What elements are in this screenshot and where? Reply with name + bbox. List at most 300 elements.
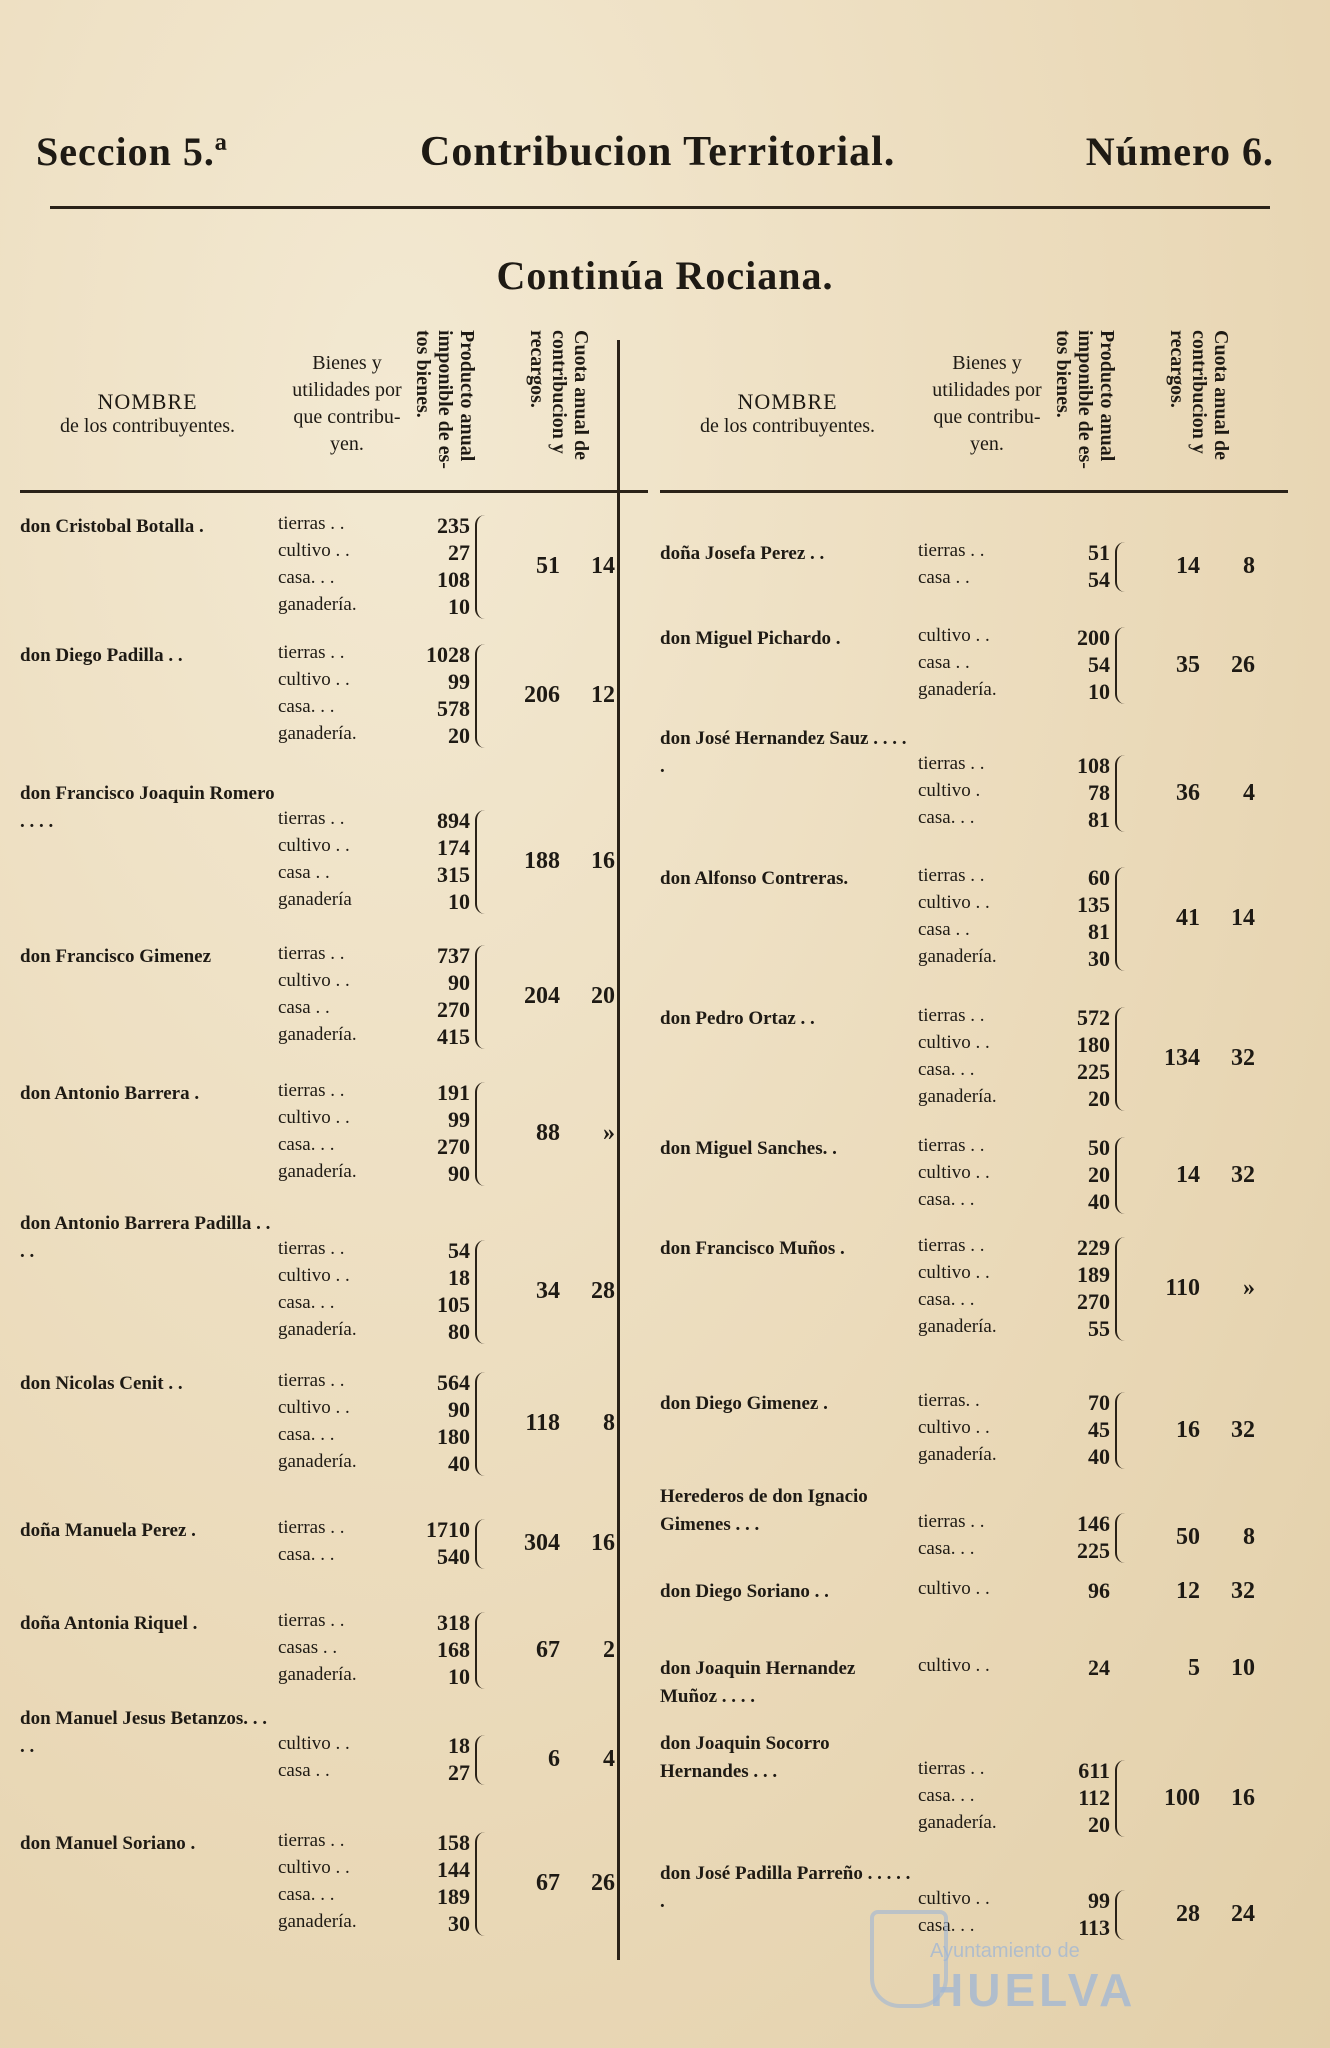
product-value: 611 xyxy=(1078,1758,1110,1783)
product-value: 225 xyxy=(1077,1059,1110,1084)
product-values xyxy=(1040,1888,1110,1942)
product-value: 225 xyxy=(1077,1538,1110,1563)
property-list xyxy=(278,943,418,1051)
contributor-name: don Diego Padilla . . xyxy=(20,645,183,666)
product-value: 174 xyxy=(437,835,470,860)
annual-quota xyxy=(490,1637,630,1664)
quota-fraction: 28 xyxy=(591,1278,615,1304)
contributor-entry xyxy=(660,1005,1288,1113)
product-values xyxy=(400,1517,470,1571)
contributor-name: don Diego Gimenez . xyxy=(660,1393,828,1414)
product-value: 894 xyxy=(437,808,470,833)
product-value: 78 xyxy=(1088,780,1110,805)
property-type: tierras . . xyxy=(278,1238,345,1259)
product-value: 415 xyxy=(437,1024,470,1049)
property-type: casa. . . xyxy=(918,1538,975,1559)
property-type: tierras . . xyxy=(278,943,345,964)
contributor-entry xyxy=(660,1483,1288,1565)
product-value: 81 xyxy=(1088,807,1110,832)
brace xyxy=(475,515,491,619)
annual-quota xyxy=(490,1410,630,1437)
property-type: casa. . . xyxy=(918,1189,975,1210)
product-value: 270 xyxy=(437,1134,470,1159)
product-value: 20 xyxy=(1088,1162,1110,1187)
property-list xyxy=(918,540,1058,594)
quota-fraction: 16 xyxy=(1231,1784,1255,1811)
page-title: Contribucion Territorial. xyxy=(420,129,896,175)
quota-amount: 206 xyxy=(524,682,560,708)
annual-quota xyxy=(490,682,630,709)
property-type: cultivo . . xyxy=(278,1107,350,1128)
quota-amount: 16 xyxy=(1176,1416,1200,1443)
contributor-entry xyxy=(20,780,648,916)
header-cuota: Cuota anual de contribucion y recargos. xyxy=(1166,330,1232,461)
property-type: cultivo . . xyxy=(278,1857,350,1878)
product-value: 27 xyxy=(448,540,470,565)
annual-quota xyxy=(1130,1578,1270,1605)
product-value: 20 xyxy=(1088,1812,1110,1837)
product-value: 50 xyxy=(1088,1135,1110,1160)
contributor-name: don Nicolas Cenit . . xyxy=(20,1373,183,1394)
property-list xyxy=(918,1235,1058,1343)
header-name xyxy=(20,390,275,438)
product-value: 189 xyxy=(437,1884,470,1909)
quota-amount: 35 xyxy=(1176,651,1200,678)
product-value: 30 xyxy=(1088,946,1110,971)
product-value: 27 xyxy=(448,1760,470,1785)
contributor-name: don Diego Soriano . . xyxy=(660,1581,829,1602)
property-list xyxy=(918,865,1058,973)
header-name-title: NOMBRE xyxy=(737,389,838,414)
product-value: 90 xyxy=(448,1397,470,1422)
product-value: 1028 xyxy=(426,642,470,667)
property-type: casas . . xyxy=(278,1637,338,1658)
product-value: 540 xyxy=(437,1544,470,1569)
annual-quota xyxy=(1130,652,1270,679)
contributor-entry xyxy=(660,1654,1288,1707)
quota-amount: 118 xyxy=(525,1410,560,1436)
property-type: casa . . xyxy=(278,862,330,883)
quota-fraction: 10 xyxy=(1231,1654,1255,1681)
property-type: ganadería. xyxy=(918,1444,997,1465)
product-value: 578 xyxy=(437,696,470,721)
annual-quota xyxy=(1130,1785,1270,1812)
property-type: casa . . xyxy=(278,1760,330,1781)
contributor-name: doña Manuela Perez . xyxy=(20,1520,196,1541)
quota-fraction: 8 xyxy=(1243,1524,1255,1550)
property-list xyxy=(278,1238,418,1346)
property-list xyxy=(278,1610,418,1691)
product-value: 40 xyxy=(1088,1444,1110,1469)
annual-quota xyxy=(1130,780,1270,807)
product-value: 70 xyxy=(1088,1390,1110,1415)
product-values xyxy=(1040,1235,1110,1343)
property-list xyxy=(918,753,1058,834)
header-name-sub: de los contribuyentes. xyxy=(60,415,235,437)
property-type: cultivo . . xyxy=(278,835,350,856)
property-type: tierras. . xyxy=(918,1390,980,1411)
quota-fraction: 14 xyxy=(1231,905,1255,931)
brace xyxy=(1115,1137,1131,1214)
property-list xyxy=(918,1758,1058,1839)
product-value: 108 xyxy=(1077,753,1110,778)
contributor-name: don José Padilla Parreño . . . . . . xyxy=(660,1863,911,1912)
property-list xyxy=(918,1655,1058,1682)
property-type: tierras . . xyxy=(918,1235,985,1256)
contributor-entry xyxy=(20,1517,648,1571)
quota-amount: 88 xyxy=(536,1120,560,1146)
property-type: ganadería. xyxy=(918,679,997,700)
annual-quota xyxy=(1130,1162,1270,1189)
quota-fraction: 2 xyxy=(603,1636,615,1663)
product-value: 10 xyxy=(448,889,470,914)
property-list xyxy=(918,1390,1058,1471)
quota-amount: 204 xyxy=(524,983,560,1009)
contributor-name: don Alfonso Contreras. xyxy=(660,868,849,889)
quota-fraction: 26 xyxy=(1231,651,1255,678)
product-value: 105 xyxy=(437,1292,470,1317)
property-type: ganadería. xyxy=(278,723,357,744)
property-type: tierras . . xyxy=(918,865,985,886)
property-type: cultivo . . xyxy=(918,1888,990,1909)
product-value: 168 xyxy=(437,1637,470,1662)
brace xyxy=(1115,1513,1131,1563)
quota-amount: 14 xyxy=(1176,553,1200,579)
quota-amount: 304 xyxy=(524,1530,560,1556)
product-value: 270 xyxy=(437,997,470,1022)
property-type: tierras . . xyxy=(918,1005,985,1026)
product-value: 112 xyxy=(1078,1785,1110,1810)
contributor-entry xyxy=(20,1705,648,1787)
contributor-entry xyxy=(660,1235,1288,1343)
property-type: tierras . . xyxy=(918,1135,985,1156)
contributor-entry xyxy=(20,1610,648,1691)
property-type: tierras . . xyxy=(278,1610,345,1631)
product-values xyxy=(1040,1390,1110,1471)
product-value: 229 xyxy=(1077,1235,1110,1260)
property-list xyxy=(278,1830,418,1938)
brace xyxy=(475,1372,491,1476)
quota-amount: 36 xyxy=(1176,779,1200,806)
contributor-entry xyxy=(20,1080,648,1188)
property-type: cultivo . . xyxy=(918,892,990,913)
brace xyxy=(475,1519,491,1569)
product-value: 55 xyxy=(1088,1316,1110,1341)
left-column xyxy=(20,320,648,1980)
product-values xyxy=(1040,865,1110,973)
annual-quota xyxy=(490,553,630,580)
property-type: cultivo . . xyxy=(278,1265,350,1286)
quota-amount: 50 xyxy=(1176,1524,1200,1550)
property-type: cultivo . . xyxy=(918,1417,990,1438)
quota-fraction: 24 xyxy=(1231,1901,1255,1927)
product-value: 54 xyxy=(448,1238,470,1263)
quota-amount: 134 xyxy=(1164,1045,1200,1071)
property-type: casa. . . xyxy=(278,1424,335,1445)
property-type: cultivo . . xyxy=(918,1032,990,1053)
quota-amount: 188 xyxy=(524,848,560,874)
annual-quota xyxy=(490,1278,630,1305)
annual-quota xyxy=(1130,1524,1270,1551)
product-value: 191 xyxy=(437,1080,470,1105)
page-number: Número 6. xyxy=(1085,129,1274,174)
property-type: casa. . . xyxy=(278,1544,335,1565)
annual-quota xyxy=(490,983,630,1010)
property-type: ganadería. xyxy=(918,946,997,967)
property-type: ganadería. xyxy=(918,1812,997,1833)
column-headers xyxy=(660,320,1288,493)
quota-fraction: 32 xyxy=(1231,1416,1255,1443)
product-value: 315 xyxy=(437,862,470,887)
annual-quota xyxy=(490,1746,630,1773)
product-value: 90 xyxy=(448,1161,470,1186)
property-list xyxy=(278,1370,418,1478)
brace xyxy=(475,644,491,748)
contributor-entry xyxy=(20,943,648,1051)
contributor-name: don Miguel Pichardo . xyxy=(660,628,841,649)
annual-quota xyxy=(490,848,630,875)
product-values xyxy=(1040,1578,1110,1605)
contributor-entry xyxy=(660,1860,1288,1942)
property-type: cultivo . . xyxy=(918,1655,990,1676)
property-list xyxy=(918,1511,1058,1565)
contributor-name: don Joaquin Hernandez Muñoz . . . . xyxy=(660,1658,856,1707)
header-producto: Producto anual imponible de es-tos bienes. xyxy=(1052,330,1118,469)
product-value: 20 xyxy=(448,723,470,748)
quota-amount: 6 xyxy=(548,1746,560,1772)
quota-fraction: 4 xyxy=(603,1746,615,1772)
property-type: tierras . . xyxy=(278,808,345,829)
brace xyxy=(1115,1890,1131,1940)
contributor-entry xyxy=(20,1830,648,1938)
product-values xyxy=(400,808,470,916)
watermark xyxy=(930,1940,1136,2017)
subtitle: Continúa Rociana. xyxy=(496,253,834,298)
property-type: casa . . xyxy=(918,567,970,588)
product-values xyxy=(1040,1511,1110,1565)
quota-fraction: 8 xyxy=(1243,553,1255,579)
property-type: tierras . . xyxy=(918,540,985,561)
product-values xyxy=(400,943,470,1051)
brace xyxy=(475,945,491,1049)
product-value: 81 xyxy=(1088,919,1110,944)
product-value: 10 xyxy=(448,594,470,619)
property-list xyxy=(278,513,418,621)
product-value: 270 xyxy=(1077,1289,1110,1314)
product-value: 99 xyxy=(1088,1888,1110,1913)
property-type: ganadería. xyxy=(278,1161,357,1182)
property-type: cultivo . . xyxy=(278,1733,350,1754)
contributor-name: don José Hernandez Sauz . . . . . xyxy=(660,728,907,777)
contributor-entry xyxy=(660,1390,1288,1471)
quota-fraction: 32 xyxy=(1231,1161,1255,1188)
quota-amount: 67 xyxy=(536,1870,560,1896)
property-type: ganadería. xyxy=(278,1664,357,1685)
quota-fraction: 12 xyxy=(591,682,615,708)
product-value: 572 xyxy=(1077,1005,1110,1030)
product-value: 10 xyxy=(448,1664,470,1689)
property-type: casa. . . xyxy=(278,1884,335,1905)
product-value: 24 xyxy=(1088,1655,1110,1680)
header-bienes: Bienes y utilidades por que contribu-yen. xyxy=(932,352,1042,455)
contributor-name: don Francisco Muños . xyxy=(660,1238,845,1259)
property-type: ganadería xyxy=(278,889,352,910)
contributor-entry xyxy=(660,1730,1288,1839)
property-type: cultivo . . xyxy=(918,1578,990,1599)
product-value: 60 xyxy=(1088,865,1110,890)
product-value: 318 xyxy=(437,1610,470,1635)
property-type: ganadería. xyxy=(918,1316,997,1337)
property-type: tierras . . xyxy=(918,753,985,774)
quota-fraction: 32 xyxy=(1231,1045,1255,1071)
property-type: casa . . xyxy=(918,652,970,673)
contributor-entry xyxy=(660,1578,1288,1605)
quota-fraction: 20 xyxy=(591,983,615,1009)
product-value: 180 xyxy=(437,1424,470,1449)
contributor-name: don Antonio Barrera . xyxy=(20,1083,200,1104)
property-type: tierras . . xyxy=(278,1830,345,1851)
header-cuota: Cuota anual de contribucion y recargos. xyxy=(526,330,592,461)
contributor-entry xyxy=(20,1370,648,1478)
product-value: 564 xyxy=(437,1370,470,1395)
contributor-name: don Miguel Sanches. . xyxy=(660,1138,837,1159)
contributor-name: don Francisco Gimenez xyxy=(20,946,212,967)
contributor-entry xyxy=(660,865,1288,973)
brace xyxy=(1115,1237,1131,1341)
product-values xyxy=(400,1370,470,1478)
property-type: tierras . . xyxy=(278,1080,345,1101)
property-type: tierras . . xyxy=(278,1370,345,1391)
property-type: casa. . . xyxy=(918,1915,975,1936)
product-value: 54 xyxy=(1088,567,1110,592)
product-values xyxy=(400,1733,470,1787)
property-type: cultivo . . xyxy=(918,625,990,646)
product-value: 40 xyxy=(1088,1189,1110,1214)
quota-amount: 51 xyxy=(536,553,560,579)
quota-fraction: 16 xyxy=(591,1530,615,1556)
product-value: 18 xyxy=(448,1265,470,1290)
contributor-name: don Manuel Jesus Betanzos. . . . . xyxy=(20,1708,268,1757)
brace xyxy=(475,1082,491,1186)
product-value: 737 xyxy=(437,943,470,968)
product-values xyxy=(400,1830,470,1938)
quota-amount: 28 xyxy=(1176,1901,1200,1927)
contributor-entry xyxy=(660,1135,1288,1216)
property-type: ganadería. xyxy=(278,1024,357,1045)
product-value: 90 xyxy=(448,970,470,995)
property-list xyxy=(918,1578,1058,1605)
contributor-name: don Manuel Soriano . xyxy=(20,1833,196,1854)
product-value: 99 xyxy=(448,669,470,694)
contributor-name: don Francisco Joaquin Romero . . . . xyxy=(20,783,275,832)
product-value: 108 xyxy=(437,567,470,592)
quota-fraction: 8 xyxy=(603,1410,615,1436)
contributor-entry xyxy=(20,513,648,621)
column-headers xyxy=(20,320,648,493)
product-value: 10 xyxy=(1088,679,1110,704)
quota-amount: 41 xyxy=(1176,905,1200,931)
brace xyxy=(1115,755,1131,832)
contributor-entry xyxy=(20,642,648,750)
property-type: casa. . . xyxy=(278,567,335,588)
property-type: casa. . . xyxy=(278,1292,335,1313)
annual-quota xyxy=(1130,1901,1270,1928)
brace xyxy=(1115,627,1131,704)
product-value: 146 xyxy=(1077,1511,1110,1536)
property-type: casa. . . xyxy=(918,1785,975,1806)
quota-fraction: 4 xyxy=(1243,779,1255,806)
property-type: cultivo . . xyxy=(278,1397,350,1418)
product-value: 45 xyxy=(1088,1417,1110,1442)
property-type: ganadería. xyxy=(278,1319,357,1340)
product-value: 54 xyxy=(1088,652,1110,677)
contributor-name: don Antonio Barrera Padilla . . . . xyxy=(20,1213,271,1262)
product-value: 200 xyxy=(1077,625,1110,650)
quota-fraction: » xyxy=(603,1120,615,1146)
property-type: tierras . . xyxy=(278,642,345,663)
property-type: tierras . . xyxy=(278,513,345,534)
header-rule xyxy=(50,206,1270,209)
property-type: cultivo . . xyxy=(278,540,350,561)
property-type: ganadería. xyxy=(918,1086,997,1107)
product-values xyxy=(400,513,470,621)
property-type: cultivo . . xyxy=(278,669,350,690)
contributor-entry xyxy=(20,1210,648,1346)
annual-quota xyxy=(490,1870,630,1897)
property-type: tierras . . xyxy=(918,1758,985,1779)
product-value: 40 xyxy=(448,1451,470,1476)
product-values xyxy=(400,1238,470,1346)
contributor-name: don Joaquin Socorro Hernandes . . . xyxy=(660,1733,830,1782)
quota-amount: 100 xyxy=(1164,1784,1200,1811)
watermark-line1: Ayuntamiento de xyxy=(930,1940,1080,1962)
property-type: casa . . xyxy=(278,997,330,1018)
brace xyxy=(475,1735,491,1785)
right-column xyxy=(660,320,1288,1980)
header-bienes: Bienes y utilidades por que contribu-yen. xyxy=(292,352,402,455)
annual-quota xyxy=(1130,553,1270,580)
product-values xyxy=(400,1610,470,1691)
product-values xyxy=(1040,1005,1110,1113)
product-value: 30 xyxy=(448,1911,470,1936)
brace xyxy=(1115,1392,1131,1469)
contributor-entry xyxy=(660,540,1288,594)
product-values xyxy=(1040,1758,1110,1839)
property-type: ganadería. xyxy=(278,1451,357,1472)
contributor-name: doña Antonia Riquel . xyxy=(20,1613,198,1634)
property-type: cultivo . . xyxy=(918,1162,990,1183)
property-list xyxy=(918,1135,1058,1216)
header-producto: Producto anual imponible de es-tos bienes. xyxy=(412,330,478,469)
contributor-name: don Cristobal Botalla . xyxy=(20,516,204,537)
quota-amount: 34 xyxy=(536,1278,560,1304)
header-name xyxy=(660,390,915,438)
annual-quota xyxy=(1130,1045,1270,1072)
brace xyxy=(475,1612,491,1689)
property-type: casa. . . xyxy=(278,696,335,717)
product-value: 1710 xyxy=(426,1517,470,1542)
contributor-entry xyxy=(660,725,1288,834)
property-list xyxy=(278,1080,418,1188)
annual-quota xyxy=(1130,1655,1270,1682)
product-value: 99 xyxy=(448,1107,470,1132)
product-value: 135 xyxy=(1077,892,1110,917)
property-list xyxy=(278,808,418,916)
brace xyxy=(1115,1760,1131,1837)
annual-quota xyxy=(1130,1275,1270,1302)
property-list xyxy=(918,1005,1058,1113)
header-name-sub: de los contribuyentes. xyxy=(700,415,875,437)
